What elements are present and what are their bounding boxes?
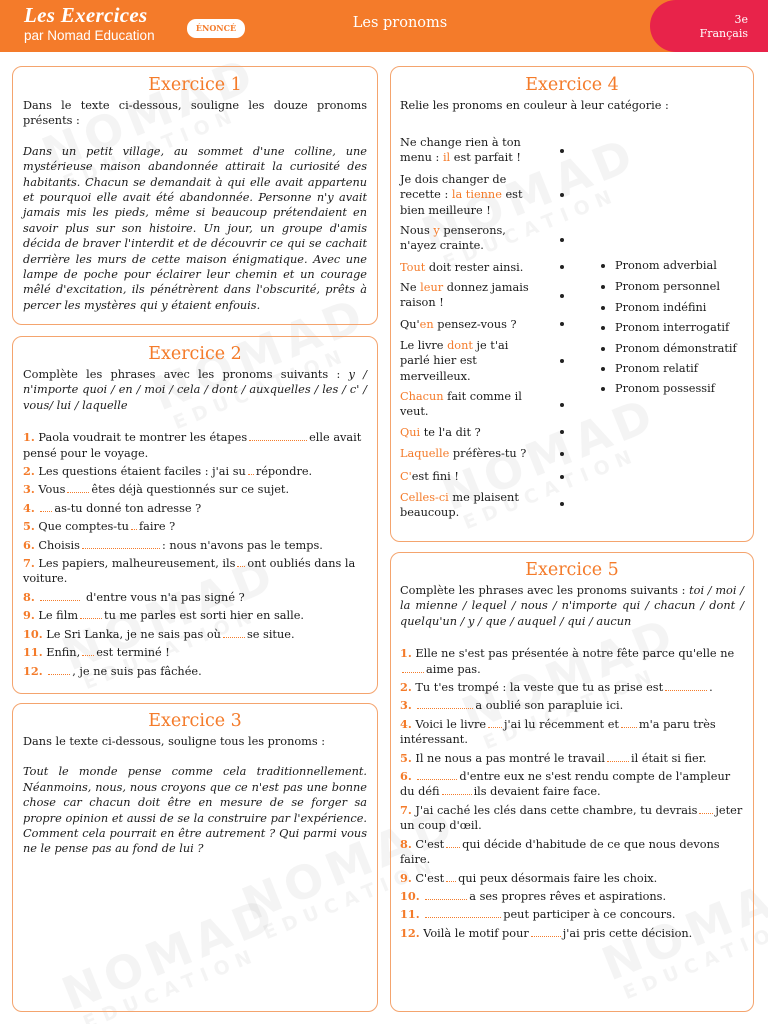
link-dot[interactable] — [560, 294, 564, 298]
sentence-text: Ne — [400, 281, 421, 294]
link-dot[interactable] — [560, 452, 564, 456]
pronoun-highlight: en — [419, 318, 434, 331]
item-number: 3. — [400, 698, 412, 713]
blank-input[interactable] — [417, 699, 473, 709]
enonce-badge: ÉNONCÉ — [187, 19, 245, 38]
exercise-1-title: Exercice 1 — [148, 75, 242, 95]
list-item — [23, 482, 367, 497]
item-number: 4. — [23, 500, 35, 515]
item-number: 6. — [23, 537, 35, 552]
item-number: 10. — [400, 888, 420, 903]
item-text: . — [709, 681, 713, 695]
link-dot[interactable] — [560, 265, 564, 269]
category-item: Pronom interrogatif — [615, 321, 730, 334]
list-item — [400, 871, 744, 886]
level-tag — [650, 0, 768, 52]
pronoun-highlight: C' — [400, 470, 412, 483]
pronoun-highlight: dont — [447, 339, 473, 352]
pronoun-highlight: Celles-ci — [400, 491, 449, 504]
item-number: 12. — [400, 925, 420, 940]
brand-logo — [24, 3, 155, 44]
item-text: jeter un coup d'œil. — [400, 803, 743, 833]
blank-input[interactable] — [446, 838, 460, 848]
item-number: 8. — [23, 589, 35, 604]
item-number: 8. — [400, 836, 412, 851]
list-item — [400, 837, 744, 868]
sentence-text: Je dois changer de recette : — [400, 173, 507, 202]
item-number: 7. — [23, 556, 35, 571]
blank-input[interactable] — [40, 591, 80, 601]
sentence-item — [400, 135, 535, 166]
sentence-text: pensez-vous ? — [433, 318, 517, 331]
blank-input[interactable] — [40, 502, 52, 512]
blank-input[interactable] — [249, 431, 307, 441]
link-dot[interactable] — [601, 306, 605, 310]
exercise-4-instruction: Relie les pronoms en couleur à leur catégorie : — [400, 99, 669, 112]
blank-input[interactable] — [82, 646, 94, 656]
sentence-text: Nous — [400, 224, 434, 237]
page-header — [0, 0, 768, 52]
sentence-text: Ne change rien à ton menu : — [400, 136, 521, 165]
item-text: Choisis — [38, 538, 80, 552]
blank-input[interactable] — [417, 770, 457, 780]
category-item: Pronom possessif — [615, 382, 715, 395]
sentence-text: doit rester ainsi. — [425, 261, 524, 274]
link-dot[interactable] — [560, 475, 564, 479]
pronoun-list: toi / moi / la mienne / lequel / nous / n'importe qui / chacun / dont / quelqu'un / y / que / auquel / qui / aucun — [400, 584, 744, 628]
blank-input[interactable] — [80, 609, 102, 619]
brand-title: Les Exercices — [24, 3, 148, 27]
sentence-item — [400, 223, 535, 254]
item-text: Que comptes-tu — [38, 520, 129, 534]
item-text: peut participer à ce concours. — [503, 908, 676, 922]
item-text: Paola voudrait te montrer les étapes — [38, 431, 248, 445]
item-text: êtes déjà questionnés sur ce sujet. — [91, 483, 290, 497]
blank-input[interactable] — [402, 663, 424, 673]
blank-input[interactable] — [621, 718, 637, 728]
blank-input[interactable] — [131, 520, 137, 530]
item-number: 5. — [400, 750, 412, 765]
list-item — [23, 519, 367, 534]
item-number: 4. — [400, 716, 412, 731]
item-number: 9. — [400, 870, 412, 885]
category-item: Pronom relatif — [615, 362, 698, 375]
item-text: Enfin, — [46, 646, 81, 660]
exercise-5-card — [390, 552, 754, 1012]
blank-input[interactable] — [607, 752, 629, 762]
link-dot[interactable] — [560, 359, 564, 363]
blank-input[interactable] — [446, 872, 456, 882]
sentence-text: me plaisent beaucoup. — [400, 491, 519, 520]
list-item — [23, 645, 367, 660]
list-item — [23, 538, 367, 553]
item-text: faire ? — [138, 520, 176, 534]
exercise-1-instruction: Dans le texte ci-dessous, souligne les douze pronoms présents : — [23, 99, 367, 128]
sentence-item — [400, 389, 535, 420]
pronoun-list: y / n'importe quoi / en / moi / cela / dont / auxquelles / les / c' / vous/ lui / laquelle — [23, 368, 367, 412]
sentence-text: fait comme il veut. — [400, 390, 522, 419]
link-dot[interactable] — [560, 193, 564, 197]
list-item — [400, 698, 744, 713]
item-text: , je ne suis pas fâchée. — [72, 664, 202, 678]
page-title: Les pronoms — [352, 15, 448, 31]
item-number: 2. — [400, 680, 412, 695]
item-text: ont oubliés dans la voiture. — [23, 557, 356, 586]
item-text: Le Sri Lanka, je ne sais pas où — [46, 627, 221, 641]
item-number: 12. — [23, 663, 43, 678]
item-number: 1. — [23, 430, 35, 445]
list-item — [400, 907, 744, 922]
link-dot[interactable] — [560, 322, 564, 326]
item-text: aime pas. — [426, 662, 481, 676]
item-text: Tu t'es trompé : la veste que tu as prise est — [415, 681, 664, 695]
category-item: Pronom indéfini — [615, 301, 707, 314]
exercise-2-instruction — [23, 367, 367, 413]
item-text: d'entre eux ne s'est rendu compte de l'ampleur du défi — [400, 770, 731, 799]
blank-input[interactable] — [237, 557, 245, 567]
item-number: 9. — [23, 608, 35, 623]
blank-input[interactable] — [67, 483, 89, 493]
item-number: 5. — [23, 519, 35, 534]
item-text: tu me parles est sorti hier en salle. — [104, 609, 304, 623]
blank-input[interactable] — [699, 804, 713, 814]
item-text: Les papiers, malheureusement, ils — [38, 557, 236, 571]
blank-input[interactable] — [82, 539, 160, 549]
exercise-1-text: Dans un petit village, au sommet d'une colline, une mystérieuse maison abandonnée attirait la curiosité des habitants. Chacun se demandait à qui elle avait appartenu et pourquoi elle avait été abandonnée. Personne n'y avait jamais mis les pieds, même si beaucoup prétendaient en savoir plus sur son histoire. Un jour, un groupe d'amis décida de braver l'interdit et de découvrir ce qui se cachait derrière les murs de cette maison énigmatique. Avec une lampe de poche pour éclairer leur chemin et un courage mêlé d'excitation, ils pénétrèrent dans l'obscurité, prêts à percer les mystères qui y étaient enfouis. — [23, 144, 367, 312]
exercise-2-card — [12, 336, 378, 694]
exercise-3-card — [12, 703, 378, 1012]
link-dot[interactable] — [560, 238, 564, 242]
item-text: Voilà le motif pour — [423, 926, 529, 940]
sentence-item — [400, 490, 535, 521]
item-text: il était si fier. — [630, 751, 707, 765]
blank-input[interactable] — [48, 665, 70, 675]
sentence-text: est fini ! — [411, 470, 459, 483]
link-dot[interactable] — [560, 149, 564, 153]
blank-input[interactable] — [425, 890, 467, 900]
item-text: est terminé ! — [96, 646, 170, 660]
item-text: qui décide d'habitude de ce que nous devons faire. — [400, 837, 720, 867]
level-grade: 3e — [734, 13, 748, 26]
sentence-item — [400, 280, 535, 311]
item-text: a ses propres rêves et aspirations. — [469, 889, 667, 903]
sentence-text: Qu' — [400, 318, 420, 331]
blank-input[interactable] — [425, 908, 501, 918]
sentence-text: est parfait ! — [450, 151, 521, 165]
sentence-item — [400, 338, 535, 384]
pronoun-highlight: Laquelle — [400, 447, 450, 460]
list-item — [400, 717, 744, 748]
item-number: 2. — [23, 464, 35, 479]
item-text: j'ai lu récemment et — [504, 717, 619, 731]
blank-input[interactable] — [488, 718, 502, 728]
brand-subtitle: par Nomad Education — [24, 28, 155, 43]
exercise-3-text: Tout le monde pense comme cela traditionnellement. Néanmoins, nous, nous croyons que ce n'est pas une bonne chose car chacun doit être en mesure de se forger sa propre opinion et aussi de se la construire par l'expérience. Comment cela pourrait en être autrement ? Qui parmi vous ne le pense pas au fond de lui ? — [23, 765, 367, 856]
instruction-text: Complète les phrases avec les pronoms suivants : — [23, 368, 349, 381]
link-dot[interactable] — [601, 285, 605, 289]
sentence-item — [400, 469, 535, 484]
item-number: 1. — [400, 646, 412, 661]
item-number: 3. — [23, 482, 35, 497]
list-item — [400, 803, 744, 834]
item-number: 10. — [23, 626, 43, 641]
pronoun-highlight: la tienne — [451, 188, 502, 202]
sentence-text: préfères-tu ? — [449, 447, 527, 460]
exercise-5-instruction — [400, 583, 744, 629]
sentence-text: te l'a dit ? — [420, 426, 481, 439]
item-text: se situe. — [246, 627, 295, 641]
blank-input[interactable] — [665, 681, 707, 691]
item-text: d'entre vous n'a pas signé ? — [85, 590, 245, 604]
item-text: : nous n'avons pas le temps. — [161, 538, 323, 552]
exercise-5-title: Exercice 5 — [525, 560, 619, 580]
pronoun-highlight: y — [433, 224, 440, 237]
sentence-text: est bien meilleure ! — [400, 188, 523, 217]
exercise-4-card — [390, 66, 754, 542]
item-text: C'est — [415, 837, 445, 851]
link-dot[interactable] — [601, 367, 605, 371]
list-item — [23, 430, 367, 461]
sentence-text: penserons, n'ayez crainte. — [400, 224, 506, 253]
exercise-3-instruction: Dans le texte ci-dessous, souligne tous les pronoms : — [23, 735, 326, 748]
item-text: Elle ne s'est pas présentée à notre fête parce qu'elle ne — [415, 647, 735, 661]
list-item — [400, 889, 744, 904]
pronoun-highlight: leur — [420, 281, 444, 294]
level-subject: Français — [699, 27, 748, 40]
list-item — [400, 680, 744, 695]
list-item — [400, 769, 744, 800]
list-item — [23, 464, 367, 479]
list-item — [23, 590, 367, 605]
item-number: 6. — [400, 769, 412, 784]
link-dot[interactable] — [601, 264, 605, 268]
list-item — [23, 664, 367, 679]
blank-input[interactable] — [248, 465, 254, 475]
item-text: Les questions étaient faciles : j'ai su — [38, 465, 246, 479]
item-text: répondre. — [255, 465, 313, 479]
sentence-text: Le livre — [400, 339, 448, 352]
item-number: 11. — [400, 907, 420, 922]
exercise-2-items — [23, 430, 367, 679]
exercise-1-card — [12, 66, 378, 325]
link-dot[interactable] — [601, 326, 605, 330]
item-number: 11. — [23, 645, 43, 660]
item-text: qui peux désormais faire les choix. — [458, 871, 658, 885]
link-dot[interactable] — [601, 347, 605, 351]
item-text: elle avait pensé pour le voyage. — [23, 431, 362, 460]
item-text: a oublié son parapluie ici. — [475, 699, 624, 713]
exercise-5-items — [400, 646, 744, 941]
item-text: ils devaient faire face. — [473, 785, 601, 799]
link-dot[interactable] — [560, 502, 564, 506]
item-text: J'ai caché les clés dans cette chambre, tu devrais — [415, 803, 698, 817]
link-dot[interactable] — [560, 430, 564, 434]
sentence-item — [400, 317, 535, 332]
list-item — [23, 627, 367, 642]
blank-input[interactable] — [223, 628, 245, 638]
sentence-item — [400, 425, 535, 440]
item-number: 7. — [400, 802, 412, 817]
exercise-2-title: Exercice 2 — [148, 344, 242, 364]
pronoun-highlight: il — [442, 151, 451, 165]
category-item: Pronom adverbial — [615, 259, 717, 272]
list-item — [400, 926, 744, 941]
item-text: as-tu donné ton adresse ? — [54, 501, 202, 515]
item-text: Il ne nous a pas montré le travail — [415, 751, 605, 765]
list-item — [23, 556, 367, 587]
instruction-text: Complète les phrases avec les pronoms suivants : — [400, 584, 690, 597]
item-text: Vous — [38, 483, 66, 497]
blank-input[interactable] — [442, 785, 472, 795]
link-dot[interactable] — [601, 387, 605, 391]
sentence-text: je t'ai parlé hier est merveilleux. — [400, 339, 509, 383]
category-item: Pronom personnel — [615, 280, 720, 293]
sentence-item — [400, 172, 535, 218]
blank-input[interactable] — [531, 927, 561, 937]
pronoun-highlight: Tout — [400, 261, 426, 274]
sentence-item — [400, 260, 535, 275]
exercise-4-title: Exercice 4 — [525, 75, 619, 95]
list-item — [400, 751, 744, 766]
list-item — [23, 501, 367, 516]
sentence-text: donnez jamais raison ! — [400, 281, 529, 310]
sentence-item — [400, 446, 535, 461]
link-dot[interactable] — [560, 403, 564, 407]
category-item: Pronom démonstratif — [615, 342, 737, 355]
item-text: j'ai pris cette décision. — [562, 926, 693, 940]
item-text: Le film — [38, 609, 79, 623]
exercise-3-title: Exercice 3 — [148, 711, 242, 731]
list-item — [23, 608, 367, 623]
pronoun-highlight: Qui — [400, 426, 421, 439]
item-text: Voici le livre — [415, 717, 487, 731]
item-text: m'a paru très intéressant. — [400, 717, 716, 747]
pronoun-highlight: Chacun — [400, 390, 444, 403]
item-text: C'est — [415, 871, 445, 885]
list-item — [400, 646, 744, 677]
